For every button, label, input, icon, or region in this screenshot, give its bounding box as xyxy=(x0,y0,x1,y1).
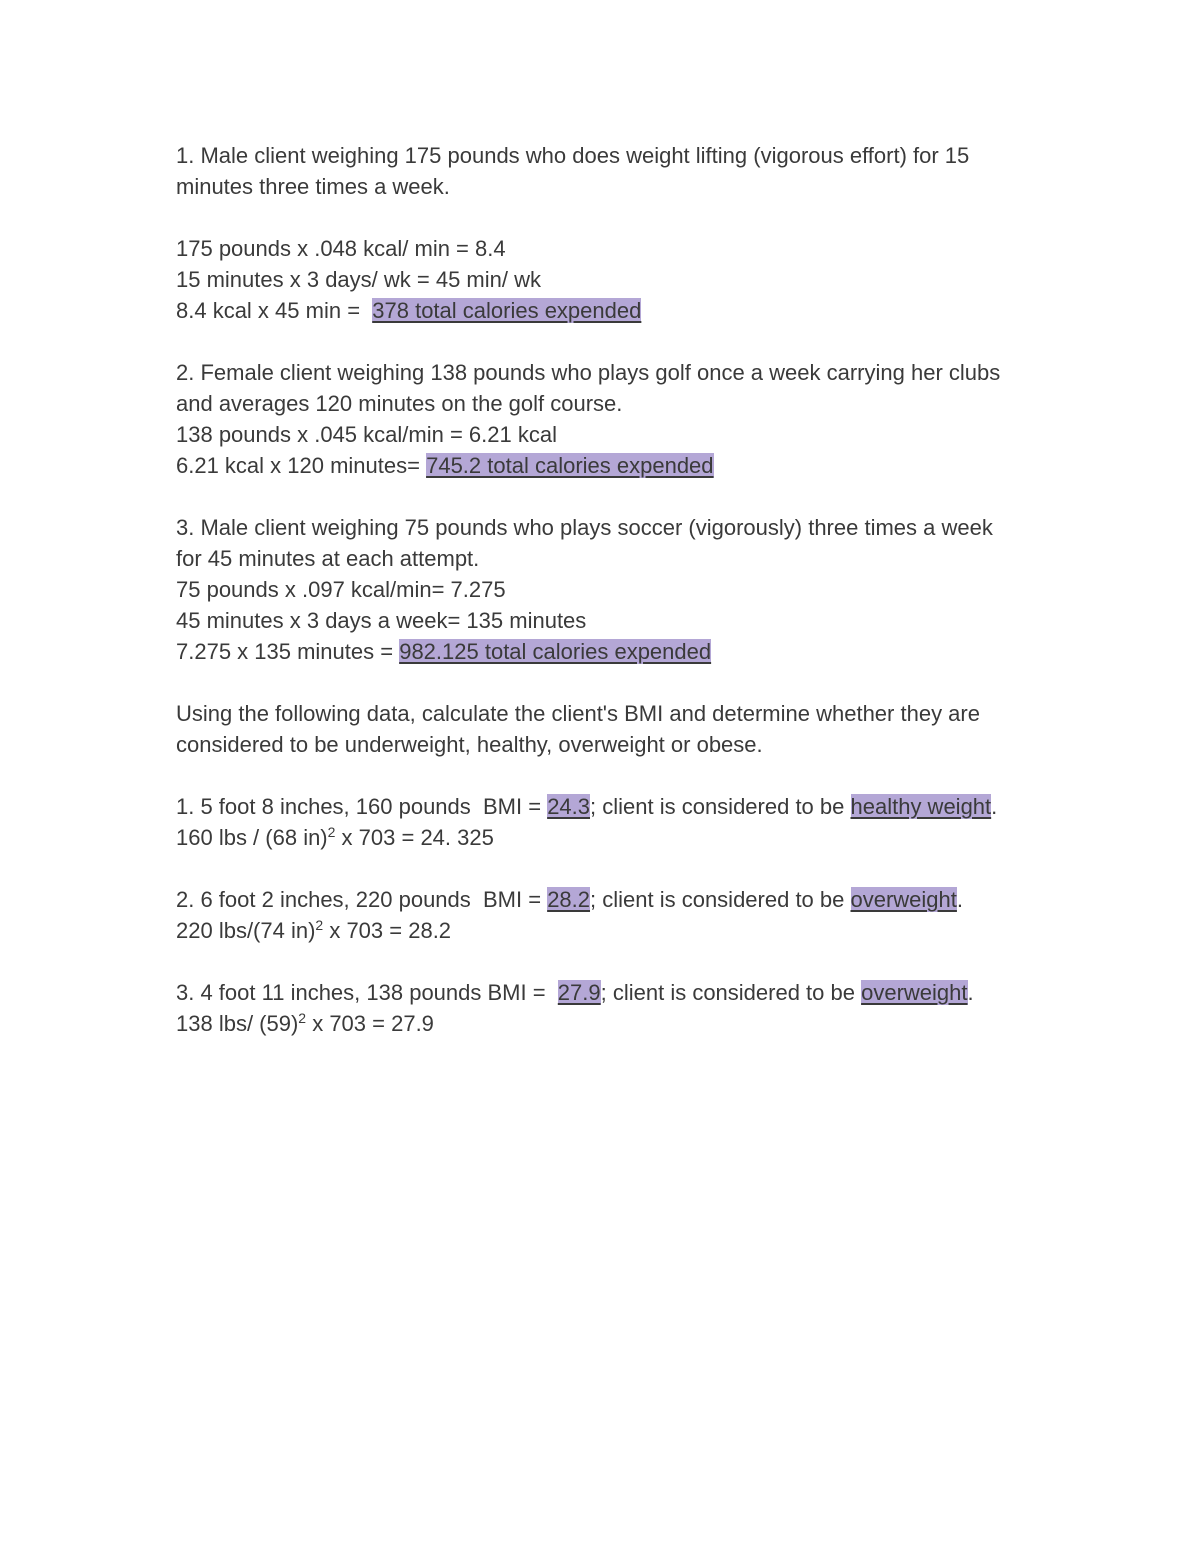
formula-text: 220 lbs/(74 in) xyxy=(176,918,316,943)
exponent: 2 xyxy=(298,1010,307,1026)
calculation-line xyxy=(176,295,1076,326)
bmi-question-2 xyxy=(176,884,1076,946)
calculation-text: 6.21 kcal x 120 minutes= xyxy=(176,453,427,478)
calculation-line xyxy=(176,450,1076,481)
bmi-formula-line xyxy=(176,915,1076,946)
highlighted-bmi-value: 27.9 xyxy=(557,980,601,1005)
bmi-question-1 xyxy=(176,791,1076,853)
bmi-text: ; client is considered to be xyxy=(600,980,862,1005)
calculation-line xyxy=(176,636,1076,667)
highlighted-bmi-category: overweight xyxy=(850,887,957,912)
bmi-formula-line xyxy=(176,1008,1076,1039)
bmi-result-line xyxy=(176,884,1076,915)
exponent: 2 xyxy=(315,917,324,933)
question-text: for 45 minutes at each attempt. xyxy=(176,546,480,571)
spacer xyxy=(176,946,1076,977)
instruction-text: considered to be underweight, healthy, overweight or obese. xyxy=(176,732,763,757)
bmi-text: ; client is considered to be xyxy=(590,887,851,912)
calculation-line: 175 pounds x .048 kcal/ min = 8.4 xyxy=(176,236,506,261)
highlighted-answer: 982.125 total calories expended xyxy=(399,639,712,664)
bmi-text: . xyxy=(991,794,998,819)
bmi-text: 3. 4 foot 11 inches, 138 pounds BMI = xyxy=(176,980,558,1005)
bmi-text: . xyxy=(967,980,974,1005)
question-text: 3. Male client weighing 75 pounds who plays soccer (vigorously) three times a week xyxy=(176,515,993,540)
instruction-text: Using the following data, calculate the client's BMI and determine whether they are xyxy=(176,701,980,726)
bmi-text: ; client is considered to be xyxy=(590,794,851,819)
spacer xyxy=(176,326,1076,357)
formula-text: x 703 = 24. 325 xyxy=(335,825,494,850)
calorie-question-2 xyxy=(176,357,1076,481)
calculation-line: 15 minutes x 3 days/ wk = 45 min/ wk xyxy=(176,267,541,292)
calculation-line: 75 pounds x .097 kcal/min= 7.275 xyxy=(176,577,506,602)
highlighted-bmi-value: 28.2 xyxy=(547,887,591,912)
bmi-result-line xyxy=(176,791,1076,822)
spacer xyxy=(176,667,1076,698)
bmi-text: 2. 6 foot 2 inches, 220 pounds BMI = xyxy=(176,887,548,912)
calculation-text: 8.4 kcal x 45 min = xyxy=(176,298,373,323)
highlighted-bmi-category: healthy weight xyxy=(850,794,992,819)
highlighted-answer: 378 total calories expended xyxy=(372,298,642,323)
bmi-text: 1. 5 foot 8 inches, 160 pounds BMI = xyxy=(176,794,548,819)
question-text: 2. Female client weighing 138 pounds who plays golf once a week carrying her clubs xyxy=(176,360,1001,385)
formula-text: x 703 = 27.9 xyxy=(306,1011,434,1036)
question-text: 1. Male client weighing 175 pounds who does weight lifting (vigorous effort) for 15 xyxy=(176,143,970,168)
calculation-line: 45 minutes x 3 days a week= 135 minutes xyxy=(176,608,587,633)
calorie-question-1 xyxy=(176,140,1076,326)
highlighted-bmi-category: overweight xyxy=(861,980,968,1005)
formula-text: 160 lbs / (68 in) xyxy=(176,825,328,850)
document-page xyxy=(176,140,1076,1039)
bmi-text: . xyxy=(956,887,964,912)
question-text: and averages 120 minutes on the golf course. xyxy=(176,391,623,416)
calorie-question-3 xyxy=(176,512,1076,667)
bmi-formula-line xyxy=(176,822,1076,853)
calculation-text: 7.275 x 135 minutes = xyxy=(176,639,400,664)
spacer xyxy=(176,481,1076,512)
formula-text: 138 lbs/ (59) xyxy=(176,1011,299,1036)
spacer xyxy=(176,760,1076,791)
highlighted-bmi-value: 24.3 xyxy=(547,794,591,819)
exponent: 2 xyxy=(327,824,336,840)
bmi-question-3 xyxy=(176,977,1076,1039)
bmi-instructions xyxy=(176,698,1076,760)
spacer xyxy=(176,853,1076,884)
bmi-result-line xyxy=(176,977,1076,1008)
question-text: minutes three times a week. xyxy=(176,174,450,199)
formula-text: x 703 = 28.2 xyxy=(323,918,452,943)
highlighted-answer: 745.2 total calories expended xyxy=(426,453,714,478)
spacer xyxy=(176,202,1076,233)
calculation-line: 138 pounds x .045 kcal/min = 6.21 kcal xyxy=(176,422,557,447)
